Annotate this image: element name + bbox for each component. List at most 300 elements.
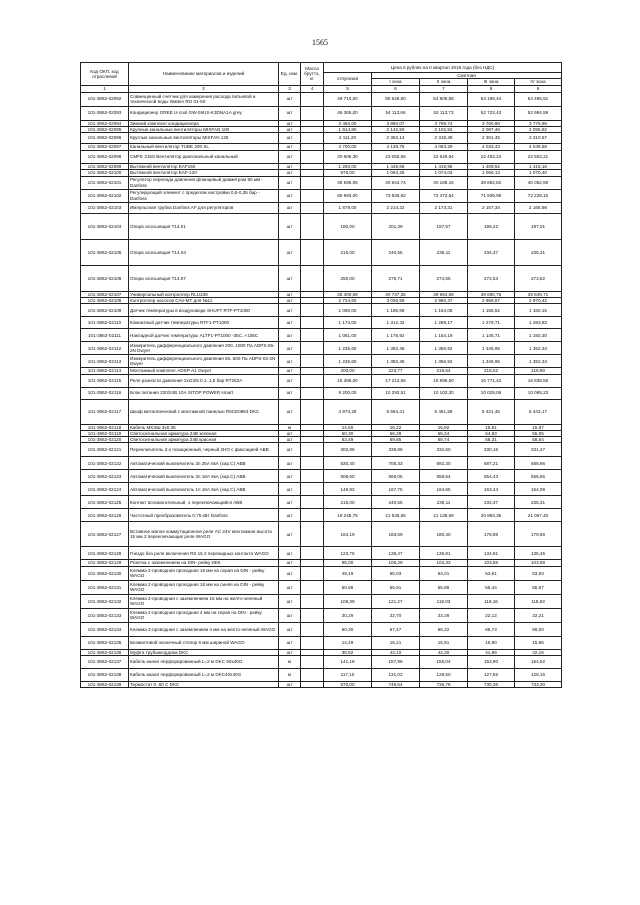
row-price-zone3: 1 346,95 — [468, 342, 515, 355]
row-name: CMFE 315S Вентилятор диагональный канальный — [129, 151, 279, 164]
row-name: Термостат 0..60 С DKC — [129, 681, 279, 687]
row-price-zone4: 22,21 — [515, 608, 562, 622]
row-price-zone1: 4 139,78 — [372, 144, 420, 151]
row-price-zone3: 330,15 — [468, 443, 515, 457]
row-price-zone4: 1 160,15 — [515, 304, 562, 317]
row-mass — [301, 151, 324, 164]
row-code: 101-3862-02111 — [81, 329, 129, 342]
row-unit: шт — [279, 151, 301, 164]
row-code: 101-3862-02103 — [81, 202, 129, 213]
row-price-zone3: 2 157,34 — [468, 202, 515, 213]
row-price-zone3: 65,73 — [468, 622, 515, 636]
row-unit: шт — [279, 430, 301, 436]
header-zone4: IV зона — [515, 79, 562, 85]
row-name: Муфта трубанкордова DKC — [129, 649, 279, 655]
table-row — [81, 496, 562, 509]
row-price-release: 1 235,60 — [324, 355, 372, 368]
row-unit: шт — [279, 437, 301, 443]
row-code: 101-3862-02126 — [81, 509, 129, 522]
row-price-zone2: 22 629,54 — [420, 151, 468, 164]
row-code: 101-3862-02136 — [81, 649, 129, 655]
row-price-zone3: 118,16 — [468, 594, 515, 608]
row-price-zone3: 53,61 — [468, 566, 515, 580]
row-price-zone2: 1 288,17 — [420, 317, 468, 329]
row-price-zone3: 1 155,52 — [468, 304, 515, 317]
row-price-zone3: 134,91 — [468, 547, 515, 560]
row-price-zone2: 2 980,47 — [420, 297, 468, 303]
row-mass — [301, 265, 324, 291]
table-row — [81, 580, 562, 594]
row-name: Контакт вспомогательный, 1 переключающийся ABB — [129, 496, 279, 509]
row-price-zone3: 16 771,42 — [468, 374, 515, 387]
row-unit: шт — [279, 608, 301, 622]
row-unit: шт — [279, 399, 301, 424]
row-name: Опора скользящая T14.04 — [129, 239, 279, 265]
row-mass — [301, 342, 324, 355]
row-price-release: 53,49 — [324, 437, 372, 443]
row-unit: шт — [279, 509, 301, 522]
row-price-zone2: 72 472,54 — [420, 189, 468, 202]
row-code: 101-3862-02120 — [81, 437, 129, 443]
table-row — [81, 265, 562, 291]
row-price-zone4: 1 415,16 — [515, 164, 562, 170]
row-price-zone2: 54,01 — [420, 566, 468, 580]
row-code: 101-3862-02134 — [81, 622, 129, 636]
header-zone3: III зона — [468, 79, 515, 85]
row-code: 101-3862-02118 — [81, 424, 129, 430]
row-name: Накладной датчик температуры ALTF1-PT1000 -35С..+105С — [129, 329, 279, 342]
row-price-release: 49,19 — [324, 566, 372, 580]
row-mass — [301, 636, 324, 649]
row-name: Переключатель 2-х позиционный, черный 2НО с фиксацией ABB — [129, 443, 279, 457]
row-code: 101-3862-02108 — [81, 297, 129, 303]
row-code: 101-3862-02105 — [81, 239, 129, 265]
row-name: Совмещенный счетчик для измерения расхода питьевой и технической воды Watten RO 01-50 — [129, 92, 279, 106]
row-name: Светосигнальная арматура 24В зеленая — [129, 430, 279, 436]
row-price-zone1: 10 293,51 — [372, 387, 420, 399]
page-number: 1565 — [312, 38, 328, 47]
row-price-zone1: 21 536,66 — [372, 509, 420, 522]
row-name: Клемма 2-проводная проходная 16 мм на серая на DIN - рейку WAGO — [129, 566, 279, 580]
row-price-release: 65 993,00 — [324, 189, 372, 202]
row-price-zone2: 180,30 — [420, 522, 468, 547]
row-name: Клемма 2-проводная проходная 4 мм на серая на DIN - рейку WAGO — [129, 608, 279, 622]
row-price-zone2: 1 074,03 — [420, 170, 468, 176]
column-number: 4 — [301, 85, 324, 92]
row-price-release: 50,30 — [324, 430, 372, 436]
row-name: Светосигнальная арматура 24В красная — [129, 437, 279, 443]
row-price-zone4: 55,05 — [515, 430, 562, 436]
row-mass — [301, 443, 324, 457]
row-price-zone3: 2 301,45 — [468, 133, 515, 144]
row-price-release: 978,00 — [324, 170, 372, 176]
row-code: 101-3862-02127 — [81, 522, 129, 547]
row-price-zone3: 58,31 — [468, 437, 515, 443]
row-unit: шт — [279, 304, 301, 317]
row-code: 101-3862-02100 — [81, 170, 129, 176]
row-unit: шт — [279, 297, 301, 303]
row-price-zone4: 54 486,51 — [515, 92, 562, 106]
row-code: 101-3862-02104 — [81, 213, 129, 239]
row-code: 101-3862-02099 — [81, 164, 129, 170]
row-unit: шт — [279, 470, 301, 483]
row-price-zone1: 54 113,66 — [372, 106, 420, 120]
row-code: 101-3862-02116 — [81, 387, 129, 399]
row-code: 101-3862-02115 — [81, 374, 129, 387]
row-unit: шт — [279, 133, 301, 144]
row-name: Опора скользящая T14.01 — [129, 213, 279, 239]
table-row — [81, 636, 562, 649]
row-price-zone2: 2 318,49 — [420, 133, 468, 144]
row-price-zone4: 53,83 — [515, 566, 562, 580]
row-price-zone4: 66,00 — [515, 622, 562, 636]
row-price-zone1: 1 446,69 — [372, 164, 420, 170]
row-price-release: 38,52 — [324, 649, 372, 655]
price-table — [80, 62, 562, 688]
row-name: Вытяжной вентилятор EAF150 — [129, 164, 279, 170]
row-price-zone1: 240,55 — [372, 239, 420, 265]
table-row — [81, 655, 562, 668]
table-row — [81, 355, 562, 368]
row-price-zone2: 135,91 — [420, 547, 468, 560]
row-price-zone2: 274,55 — [420, 265, 468, 291]
column-number: 7 — [420, 85, 468, 92]
column-number: 1 — [81, 85, 129, 92]
row-price-zone2: 40 188,15 — [420, 176, 468, 189]
row-price-release: 14,50 — [324, 424, 372, 430]
row-unit: шт — [279, 291, 301, 297]
row-price-zone3: 1 145,71 — [468, 329, 515, 342]
row-price-zone2: 10 103,30 — [420, 387, 468, 399]
row-price-release: 2 111,20 — [324, 133, 372, 144]
row-unit: шт — [279, 164, 301, 170]
row-code: 101-3862-02137 — [81, 655, 129, 668]
row-price-zone3: 5 421,46 — [468, 399, 515, 424]
row-unit: шт — [279, 213, 301, 239]
row-code: 101-3862-02098 — [81, 151, 129, 164]
row-code: 101-3862-02113 — [81, 355, 129, 368]
row-name: Зимний комплект кондиционера — [129, 120, 279, 126]
row-price-release: 20,29 — [324, 608, 372, 622]
row-price-zone4: 556,65 — [515, 470, 562, 483]
row-mass — [301, 522, 324, 547]
row-price-zone2: 197,67 — [420, 213, 468, 239]
row-price-zone1: 40 737,35 — [372, 291, 420, 297]
row-mass — [301, 399, 324, 424]
row-price-zone4: 103,98 — [515, 560, 562, 566]
row-price-zone4: 4 049,58 — [515, 144, 562, 151]
row-price-release: 50,86 — [324, 580, 372, 594]
row-price-zone3: 127,65 — [468, 668, 515, 681]
row-code: 101-3862-02138 — [81, 668, 129, 681]
row-price-zone4: 55,67 — [515, 580, 562, 594]
row-price-zone2: 155,04 — [420, 655, 468, 668]
row-unit: шт — [279, 636, 301, 649]
row-price-zone2: 55,24 — [420, 430, 468, 436]
row-code: 101-3862-02123 — [81, 470, 129, 483]
row-price-zone4: 1 352,34 — [515, 355, 562, 368]
row-price-zone4: 164,09 — [515, 483, 562, 496]
row-mass — [301, 176, 324, 189]
row-unit: шт — [279, 342, 301, 355]
row-price-release: 164,19 — [324, 522, 372, 547]
row-unit: шт — [279, 649, 301, 655]
row-code: 101-3862-02131 — [81, 580, 129, 594]
row-unit: шт — [279, 189, 301, 202]
row-price-zone2: 3 788,74 — [420, 120, 468, 126]
row-price-zone3: 20 983,35 — [468, 509, 515, 522]
row-price-zone1: 106,29 — [372, 560, 420, 566]
table-row — [81, 668, 562, 681]
table-row — [81, 374, 562, 387]
row-name: Гнездо без реле включения RS 15 2 перекидных контакта WAGO — [129, 547, 279, 560]
row-price-release: 215,00 — [324, 496, 372, 509]
row-name: Автоматический выключатель 3п 25А 6кА (хар.С) ABB — [129, 457, 279, 470]
row-name: Клемма 2-проводная с заземлением 16 мм на желто-зеленый WAGO — [129, 594, 279, 608]
row-name: Вытяжной вентилятор EAF-120 — [129, 170, 279, 176]
column-number: 8 — [468, 85, 515, 92]
row-price-release: 215,00 — [324, 239, 372, 265]
row-code: 101-3862-02135 — [81, 636, 129, 649]
row-price-zone4: 197,01 — [515, 213, 562, 239]
row-code: 101-3862-02132 — [81, 594, 129, 608]
row-price-zone2: 15,91 — [420, 636, 468, 649]
row-price-release: 1 173,00 — [324, 317, 372, 329]
row-code: 101-3862-02121 — [81, 443, 129, 457]
row-mass — [301, 496, 324, 509]
row-price-zone3: 163,44 — [468, 483, 515, 496]
row-price-zone4: 235,31 — [515, 239, 562, 265]
row-price-release: 630,40 — [324, 457, 372, 470]
row-price-zone4: 58,54 — [515, 437, 562, 443]
row-code: 101-3862-02122 — [81, 457, 129, 470]
row-price-zone1: 705,33 — [372, 457, 420, 470]
row-price-zone4: 39 849,71 — [515, 291, 562, 297]
row-mass — [301, 189, 324, 202]
row-price-zone3: 1 066,13 — [468, 170, 515, 176]
row-name: Импульсная трубка Danfoss AF для регуляторов — [129, 202, 279, 213]
row-code: 101-3862-02096 — [81, 133, 129, 144]
row-price-zone1: 167,75 — [372, 483, 420, 496]
row-price-zone4: 15,86 — [515, 636, 562, 649]
row-unit: шт — [279, 580, 301, 594]
header-zone2: II зона — [420, 79, 468, 85]
row-price-zone4: 2 310,67 — [515, 133, 562, 144]
row-price-zone2: 53 113,73 — [420, 106, 468, 120]
row-price-zone2: 42,30 — [420, 649, 468, 655]
row-unit: шт — [279, 387, 301, 399]
row-name: Шкаф металлический с монтажной панелью R5CE0863 DKC — [129, 399, 279, 424]
row-mass — [301, 387, 324, 399]
row-mass — [301, 213, 324, 239]
row-unit: шт — [279, 355, 301, 368]
row-price-zone4: 179,69 — [515, 522, 562, 547]
row-price-zone3: 15,81 — [468, 424, 515, 430]
row-unit: шт — [279, 560, 301, 566]
row-unit: шт — [279, 368, 301, 374]
table-row — [81, 594, 562, 608]
row-code: 101-3862-02109 — [81, 304, 129, 317]
row-price-zone4: 15,87 — [515, 424, 562, 430]
row-price-zone1: 338,86 — [372, 443, 420, 457]
row-price-zone3: 1 346,95 — [468, 355, 515, 368]
row-mass — [301, 681, 324, 687]
row-price-release: 508,60 — [324, 470, 372, 483]
row-unit: шт — [279, 317, 301, 329]
row-unit: шт — [279, 170, 301, 176]
row-price-release: 123,76 — [324, 547, 372, 560]
row-unit: м — [279, 668, 301, 681]
row-price-zone4: 52 994,59 — [515, 106, 562, 120]
row-price-zone2: 66,22 — [420, 622, 468, 636]
row-price-release: 4 973,28 — [324, 399, 372, 424]
row-unit: шт — [279, 202, 301, 213]
row-code: 101-3862-02139 — [81, 681, 129, 687]
row-unit: шт — [279, 622, 301, 636]
row-price-zone3: 71 939,98 — [468, 189, 515, 202]
row-price-zone2: 735,78 — [420, 681, 468, 687]
row-code: 101-3862-02128 — [81, 547, 129, 560]
row-price-zone4: 128,16 — [515, 668, 562, 681]
row-name: Вставное малое коммутационное реле AC 24V монтажная высота 15 мм 2 переключающих реле WAGO — [129, 522, 279, 547]
row-mass — [301, 509, 324, 522]
row-code: 101-3862-02130 — [81, 566, 129, 580]
row-price-zone1: 569,05 — [372, 470, 420, 483]
row-price-zone1: 183,69 — [372, 522, 420, 547]
header-mass: Масса брутто, кг — [301, 63, 324, 86]
row-code: 101-3862-02112 — [81, 342, 129, 355]
row-price-zone1: 223,77 — [372, 368, 420, 374]
column-number: 9 — [515, 85, 562, 92]
row-price-zone2: 104,33 — [420, 560, 468, 566]
row-price-zone3: 3 760,90 — [468, 120, 515, 126]
table-row — [81, 342, 562, 355]
row-price-zone1: 2 214,22 — [372, 202, 420, 213]
row-price-zone2: 236,11 — [420, 239, 468, 265]
row-price-release: 141,18 — [324, 655, 372, 668]
row-price-zone3: 54,83 — [468, 430, 515, 436]
row-name: Круглые канальные вентиляторы MIXFAN 125 — [129, 133, 279, 144]
row-name: Монтажный комплект ADSP-A1 Dwyer — [129, 368, 279, 374]
column-number: 6 — [372, 85, 420, 92]
table-row — [81, 133, 562, 144]
row-name: Кабель-канал перфорированный L=2 м DKC 60х40G — [129, 655, 279, 668]
row-price-release: 117,10 — [324, 668, 372, 681]
table-row — [81, 522, 562, 547]
row-price-zone4: 21 067,40 — [515, 509, 562, 522]
table-row — [81, 213, 562, 239]
row-price-zone1: 138,47 — [372, 547, 420, 560]
row-price-zone4: 40 052,59 — [515, 176, 562, 189]
row-price-zone1: 16,21 — [372, 636, 420, 649]
row-mass — [301, 668, 324, 681]
row-price-zone2: 1 356,92 — [420, 355, 468, 368]
table-row — [81, 399, 562, 424]
row-name: Измеритель дифференциального давления 50..500 Па ADPS-03-2N Dwyer — [129, 355, 279, 368]
row-code: 101-3862-02097 — [81, 144, 129, 151]
row-unit: шт — [279, 522, 301, 547]
row-code: 101-3862-02092 — [81, 92, 129, 106]
row-mass — [301, 144, 324, 151]
row-price-release: 302,86 — [324, 443, 372, 457]
row-code: 101-3862-02110 — [81, 317, 129, 329]
row-price-zone2: 22,28 — [420, 608, 468, 622]
row-price-zone4: 22 553,21 — [515, 151, 562, 164]
row-unit: м — [279, 655, 301, 668]
row-price-zone3: 196,22 — [468, 213, 515, 239]
row-price-zone3: 39 690,75 — [468, 291, 515, 297]
row-price-zone2: 55,86 — [420, 580, 468, 594]
row-price-zone2: 58,74 — [420, 437, 468, 443]
row-mass — [301, 622, 324, 636]
row-price-release: 60,30 — [324, 622, 372, 636]
row-price-zone4: 16 838,59 — [515, 374, 562, 387]
row-price-zone2: 2 173,31 — [420, 202, 468, 213]
row-name: Автоматический выключатель 1п 16А 6кА (хар.С) ABB — [129, 483, 279, 496]
row-price-zone2: 4 063,29 — [420, 144, 468, 151]
row-price-zone3: 39 892,82 — [468, 176, 515, 189]
row-code: 101-3862-02114 — [81, 368, 129, 374]
table-row — [81, 239, 562, 265]
row-price-release: 95,00 — [324, 560, 372, 566]
row-price-zone3: 234,37 — [468, 239, 515, 265]
row-price-zone1: 1 382,46 — [372, 342, 420, 355]
row-price-zone4: 5 443,17 — [515, 399, 562, 424]
row-price-release: 36 595,05 — [324, 176, 372, 189]
row-price-release: 1 293,00 — [324, 164, 372, 170]
row-mass — [301, 655, 324, 668]
row-unit: шт — [279, 120, 301, 126]
row-name: Кондиционер GREE U-cool GW-09US-K3DNA1A grey — [129, 106, 279, 120]
row-name: Опора скользящая T14.07 — [129, 265, 279, 291]
row-mass — [301, 317, 324, 329]
row-code: 101-3862-02119 — [81, 430, 129, 436]
table-row — [81, 509, 562, 522]
row-price-zone4: 733,30 — [515, 681, 562, 687]
row-name: Клемма 2-проводная проходная 16 мм на синяя на DIN - рейку WAGO — [129, 580, 279, 594]
table-row — [81, 547, 562, 560]
row-price-zone1: 73 836,92 — [372, 189, 420, 202]
row-price-zone1: 67,47 — [372, 622, 420, 636]
row-name: Комнатный датчик температуры RTF1-PT1000 — [129, 317, 279, 329]
row-price-zone3: 218,02 — [468, 368, 515, 374]
row-price-zone2: 692,30 — [420, 457, 468, 470]
row-unit: шт — [279, 144, 301, 151]
row-price-zone3: 4 033,43 — [468, 144, 515, 151]
row-price-zone4: 235,31 — [515, 496, 562, 509]
row-price-zone4: 331,47 — [515, 443, 562, 457]
row-mass — [301, 92, 324, 106]
row-name: Кабель-канал перфорированный L=2 м DKC40х40G — [129, 668, 279, 681]
row-price-release: 1 235,60 — [324, 342, 372, 355]
column-number: 3 — [279, 85, 301, 92]
row-price-zone4: 154,52 — [515, 655, 562, 668]
table-row — [81, 144, 562, 151]
row-price-release: 1 051,00 — [324, 329, 372, 342]
row-price-release: 14,49 — [324, 636, 372, 649]
row-price-zone3: 2 958,57 — [468, 297, 515, 303]
table-row — [81, 608, 562, 622]
row-unit: шт — [279, 374, 301, 387]
row-mass — [301, 608, 324, 622]
row-price-release: 1 879,00 — [324, 202, 372, 213]
row-unit: шт — [279, 92, 301, 106]
row-unit: шт — [279, 457, 301, 470]
row-mass — [301, 483, 324, 496]
row-code: 101-3862-02117 — [81, 399, 129, 424]
row-price-release: 1 914,80 — [324, 126, 372, 132]
row-unit: шт — [279, 483, 301, 496]
